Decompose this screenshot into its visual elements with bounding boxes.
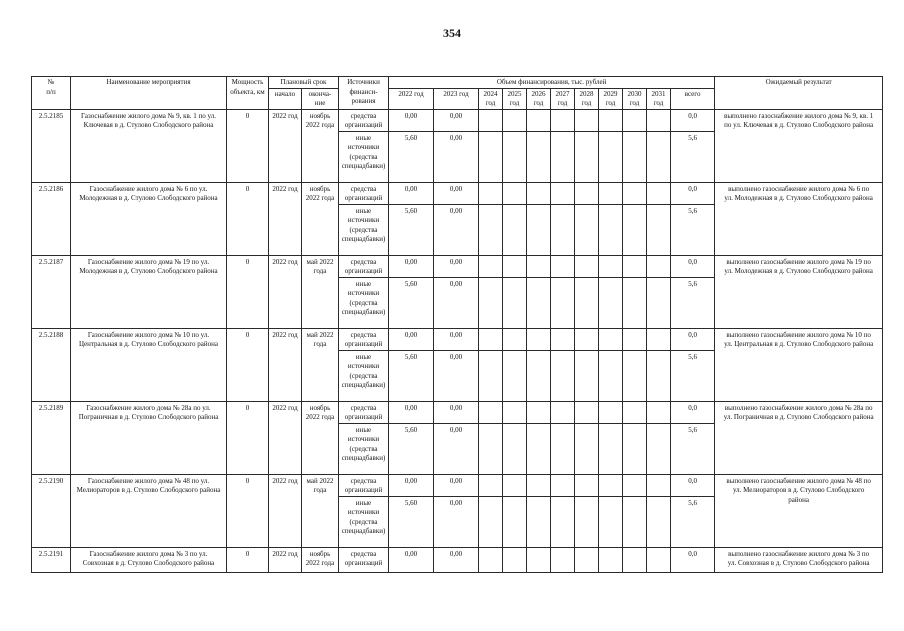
header-start: начало bbox=[269, 88, 302, 109]
funding-source: средства организаций bbox=[339, 547, 389, 572]
amount-2031-cell bbox=[647, 131, 671, 182]
header-year-2027: 2027 год bbox=[551, 88, 575, 109]
capacity-value: 0 bbox=[227, 401, 269, 474]
amount-total: 0,0 bbox=[671, 401, 715, 423]
item-name: Газоснабжение жилого дома № 28а по ул. Пограничная в д. Стулово Слободского района bbox=[71, 401, 227, 474]
amount-2031-cell bbox=[647, 109, 671, 131]
amount-2024-cell bbox=[479, 496, 503, 547]
amount-2030-cell bbox=[623, 255, 647, 277]
amount-2022-cell: 0,00 bbox=[389, 547, 434, 572]
funding-source: иные источники (средства спецнадбавки) bbox=[339, 350, 389, 401]
amount-2025-cell bbox=[503, 182, 527, 204]
amount-2029-cell bbox=[599, 131, 623, 182]
expected-result: выполнено газоснабжение жилого дома № 19 по ул. Молодежная в д. Стулово Слободского района bbox=[715, 255, 883, 328]
amount-2023-cell: 0,00 bbox=[434, 474, 479, 496]
funding-source: иные источники (средства спецнадбавки) bbox=[339, 204, 389, 255]
start-date: 2022 год bbox=[269, 401, 302, 474]
amount-2024-cell bbox=[479, 255, 503, 277]
amount-2030-cell bbox=[623, 350, 647, 401]
amount-2024-cell bbox=[479, 423, 503, 474]
item-name: Газоснабжение жилого дома № 10 по ул. Центральная в д. Стулово Слободского района bbox=[71, 328, 227, 401]
amount-2026-cell bbox=[527, 204, 551, 255]
start-date: 2022 год bbox=[269, 547, 302, 572]
item-number: 2.5.2191 bbox=[32, 547, 71, 572]
amount-2027-cell bbox=[551, 255, 575, 277]
expected-result: выполнено газоснабжение жилого дома № 48 по ул. Мелиораторов в д. Стулово Слободского района bbox=[715, 474, 883, 547]
header-financing: Объем финансирования, тыс. рублей bbox=[389, 77, 715, 89]
amount-2023-cell: 0,00 bbox=[434, 277, 479, 328]
table-row bbox=[32, 109, 883, 131]
amount-total: 0,0 bbox=[671, 547, 715, 572]
amount-2023-cell: 0,00 bbox=[434, 401, 479, 423]
amount-2026-cell bbox=[527, 423, 551, 474]
header-capacity: Мощность объекта, км bbox=[227, 77, 269, 110]
amount-2027-cell bbox=[551, 423, 575, 474]
amount-2022-cell: 0,00 bbox=[389, 328, 434, 350]
header-sources: Источники финанси- рования bbox=[339, 77, 389, 110]
amount-2029-cell bbox=[599, 423, 623, 474]
item-number: 2.5.2190 bbox=[32, 474, 71, 547]
amount-2023-cell: 0,00 bbox=[434, 350, 479, 401]
amount-total: 5,6 bbox=[671, 350, 715, 401]
table-row bbox=[32, 182, 883, 204]
amount-2022-cell: 0,00 bbox=[389, 474, 434, 496]
table-body bbox=[32, 109, 883, 572]
amount-total: 5,6 bbox=[671, 496, 715, 547]
amount-2028-cell bbox=[575, 423, 599, 474]
item-number: 2.5.2188 bbox=[32, 328, 71, 401]
amount-2023-cell: 0,00 bbox=[434, 204, 479, 255]
header-year-2028: 2028 год bbox=[575, 88, 599, 109]
amount-2028-cell bbox=[575, 255, 599, 277]
amount-2030-cell bbox=[623, 131, 647, 182]
amount-2026-cell bbox=[527, 547, 551, 572]
capacity-value: 0 bbox=[227, 474, 269, 547]
amount-2024-cell bbox=[479, 401, 503, 423]
amount-2026-cell bbox=[527, 109, 551, 131]
amount-2023-cell: 0,00 bbox=[434, 182, 479, 204]
amount-2027-cell bbox=[551, 547, 575, 572]
table-row bbox=[32, 328, 883, 350]
end-date: май 2022 года bbox=[302, 328, 339, 401]
amount-2026-cell bbox=[527, 401, 551, 423]
amount-2026-cell bbox=[527, 131, 551, 182]
capacity-value: 0 bbox=[227, 328, 269, 401]
amount-2028-cell bbox=[575, 109, 599, 131]
amount-2025-cell bbox=[503, 277, 527, 328]
amount-2025-cell bbox=[503, 474, 527, 496]
capacity-value: 0 bbox=[227, 255, 269, 328]
amount-2022-cell: 5,60 bbox=[389, 204, 434, 255]
amount-2029-cell bbox=[599, 496, 623, 547]
amount-2026-cell bbox=[527, 350, 551, 401]
amount-2028-cell bbox=[575, 182, 599, 204]
amount-2024-cell bbox=[479, 182, 503, 204]
capacity-value: 0 bbox=[227, 109, 269, 182]
header-year-2022: 2022 год bbox=[389, 88, 434, 109]
amount-2024-cell bbox=[479, 277, 503, 328]
header-year-2026: 2026 год bbox=[527, 88, 551, 109]
funding-source: средства организаций bbox=[339, 328, 389, 350]
amount-2027-cell bbox=[551, 131, 575, 182]
amount-total: 0,0 bbox=[671, 182, 715, 204]
amount-2025-cell bbox=[503, 423, 527, 474]
amount-2031-cell bbox=[647, 277, 671, 328]
amount-2031-cell bbox=[647, 350, 671, 401]
amount-2025-cell bbox=[503, 401, 527, 423]
amount-2027-cell bbox=[551, 401, 575, 423]
header-total: всего bbox=[671, 88, 715, 109]
financing-table bbox=[31, 76, 883, 573]
amount-2025-cell bbox=[503, 547, 527, 572]
table-header bbox=[32, 77, 883, 110]
header-year-2031: 2031 год bbox=[647, 88, 671, 109]
amount-2029-cell bbox=[599, 350, 623, 401]
amount-2023-cell: 0,00 bbox=[434, 328, 479, 350]
amount-total: 0,0 bbox=[671, 255, 715, 277]
amount-2031-cell bbox=[647, 423, 671, 474]
amount-2023-cell: 0,00 bbox=[434, 109, 479, 131]
amount-2022-cell: 5,60 bbox=[389, 277, 434, 328]
header-name: Наименование мероприятия bbox=[71, 77, 227, 110]
amount-2031-cell bbox=[647, 474, 671, 496]
amount-2022-cell: 0,00 bbox=[389, 255, 434, 277]
capacity-value: 0 bbox=[227, 182, 269, 255]
item-name: Газоснабжение жилого дома № 19 по ул. Молодежная в д. Стулово Слободского района bbox=[71, 255, 227, 328]
amount-2024-cell bbox=[479, 131, 503, 182]
start-date: 2022 год bbox=[269, 474, 302, 547]
capacity-value: 0 bbox=[227, 547, 269, 572]
amount-2028-cell bbox=[575, 401, 599, 423]
header-year-2029: 2029 год bbox=[599, 88, 623, 109]
amount-2031-cell bbox=[647, 328, 671, 350]
amount-2022-cell: 0,00 bbox=[389, 182, 434, 204]
amount-2023-cell: 0,00 bbox=[434, 255, 479, 277]
amount-2022-cell: 0,00 bbox=[389, 401, 434, 423]
header-year-2024: 2024 год bbox=[479, 88, 503, 109]
funding-source: иные источники (средства спецнадбавки) bbox=[339, 131, 389, 182]
table-row bbox=[32, 547, 883, 572]
header-year-2030: 2030 год bbox=[623, 88, 647, 109]
page-number: 354 bbox=[443, 26, 461, 40]
amount-2030-cell bbox=[623, 182, 647, 204]
amount-2029-cell bbox=[599, 182, 623, 204]
expected-result: выполнено газоснабжение жилого дома № 10 по ул. Центральная в д. Стулово Слободского района bbox=[715, 328, 883, 401]
amount-2031-cell bbox=[647, 182, 671, 204]
amount-2027-cell bbox=[551, 496, 575, 547]
end-date: ноябрь 2022 года bbox=[302, 109, 339, 182]
amount-2025-cell bbox=[503, 131, 527, 182]
amount-2028-cell bbox=[575, 277, 599, 328]
amount-2029-cell bbox=[599, 255, 623, 277]
amount-2030-cell bbox=[623, 547, 647, 572]
funding-source: иные источники (средства спецнадбавки) bbox=[339, 423, 389, 474]
item-name: Газоснабжение жилого дома № 48 по ул. Мелиораторов в д. Стулово Слободского района bbox=[71, 474, 227, 547]
amount-2025-cell bbox=[503, 204, 527, 255]
amount-2024-cell bbox=[479, 328, 503, 350]
amount-total: 5,6 bbox=[671, 277, 715, 328]
amount-2029-cell bbox=[599, 204, 623, 255]
amount-2027-cell bbox=[551, 204, 575, 255]
amount-2028-cell bbox=[575, 204, 599, 255]
item-name: Газоснабжение жилого дома № 6 по ул. Молодежная в д. Стулово Слободского района bbox=[71, 182, 227, 255]
amount-2022-cell: 5,60 bbox=[389, 131, 434, 182]
start-date: 2022 год bbox=[269, 328, 302, 401]
end-date: ноябрь 2022 года bbox=[302, 401, 339, 474]
expected-result: выполнено газоснабжение жилого дома № 6 по ул. Молодежная в д. Стулово Слободского района bbox=[715, 182, 883, 255]
table-row bbox=[32, 255, 883, 277]
amount-2029-cell bbox=[599, 328, 623, 350]
amount-2031-cell bbox=[647, 204, 671, 255]
amount-total: 0,0 bbox=[671, 109, 715, 131]
funding-source: средства организаций bbox=[339, 109, 389, 131]
funding-source: средства организаций bbox=[339, 182, 389, 204]
amount-2024-cell bbox=[479, 474, 503, 496]
item-number: 2.5.2186 bbox=[32, 182, 71, 255]
expected-result: выполнено газоснабжение жилого дома № 28а по ул. Пограничная в д. Стулово Слободского района bbox=[715, 401, 883, 474]
amount-2027-cell bbox=[551, 109, 575, 131]
item-name: Газоснабжение жилого дома № 3 по ул. Совхозная в д. Стулово Слободского района bbox=[71, 547, 227, 572]
amount-2026-cell bbox=[527, 182, 551, 204]
amount-2028-cell bbox=[575, 328, 599, 350]
end-date: ноябрь 2022 года bbox=[302, 547, 339, 572]
amount-2022-cell: 5,60 bbox=[389, 423, 434, 474]
amount-2023-cell: 0,00 bbox=[434, 496, 479, 547]
amount-2025-cell bbox=[503, 109, 527, 131]
item-number: 2.5.2187 bbox=[32, 255, 71, 328]
amount-2027-cell bbox=[551, 182, 575, 204]
table-row bbox=[32, 474, 883, 496]
funding-source: иные источники (средства спецнадбавки) bbox=[339, 496, 389, 547]
start-date: 2022 год bbox=[269, 109, 302, 182]
amount-2029-cell bbox=[599, 547, 623, 572]
item-name: Газоснабжение жилого дома № 9, кв. 1 по ул. Ключевая в д. Стулово Слободского района bbox=[71, 109, 227, 182]
amount-2025-cell bbox=[503, 255, 527, 277]
amount-2031-cell bbox=[647, 255, 671, 277]
funding-source: средства организаций bbox=[339, 255, 389, 277]
amount-total: 5,6 bbox=[671, 204, 715, 255]
item-number: 2.5.2189 bbox=[32, 401, 71, 474]
header-end: оконча- ние bbox=[302, 88, 339, 109]
amount-2029-cell bbox=[599, 109, 623, 131]
amount-2026-cell bbox=[527, 496, 551, 547]
amount-2027-cell bbox=[551, 474, 575, 496]
table-row bbox=[32, 401, 883, 423]
amount-2030-cell bbox=[623, 109, 647, 131]
amount-2025-cell bbox=[503, 328, 527, 350]
amount-2029-cell bbox=[599, 277, 623, 328]
amount-2027-cell bbox=[551, 350, 575, 401]
amount-2031-cell bbox=[647, 401, 671, 423]
header-number: № п/п bbox=[32, 77, 71, 110]
amount-2026-cell bbox=[527, 277, 551, 328]
amount-2023-cell: 0,00 bbox=[434, 423, 479, 474]
amount-2025-cell bbox=[503, 496, 527, 547]
amount-2023-cell: 0,00 bbox=[434, 131, 479, 182]
amount-2024-cell bbox=[479, 204, 503, 255]
amount-2030-cell bbox=[623, 277, 647, 328]
end-date: май 2022 года bbox=[302, 255, 339, 328]
amount-2030-cell bbox=[623, 423, 647, 474]
amount-2022-cell: 0,00 bbox=[389, 109, 434, 131]
start-date: 2022 год bbox=[269, 182, 302, 255]
amount-2024-cell bbox=[479, 109, 503, 131]
header-year-2025: 2025 год bbox=[503, 88, 527, 109]
amount-2030-cell bbox=[623, 401, 647, 423]
header-planned-term: Плановый срок bbox=[269, 77, 339, 89]
funding-source: средства организаций bbox=[339, 474, 389, 496]
amount-total: 5,6 bbox=[671, 131, 715, 182]
amount-2027-cell bbox=[551, 328, 575, 350]
amount-2024-cell bbox=[479, 547, 503, 572]
amount-total: 5,6 bbox=[671, 423, 715, 474]
amount-2022-cell: 5,60 bbox=[389, 496, 434, 547]
amount-total: 0,0 bbox=[671, 328, 715, 350]
amount-2030-cell bbox=[623, 204, 647, 255]
end-date: май 2022 года bbox=[302, 474, 339, 547]
amount-2028-cell bbox=[575, 474, 599, 496]
item-number: 2.5.2185 bbox=[32, 109, 71, 182]
amount-2028-cell bbox=[575, 350, 599, 401]
header-row bbox=[32, 77, 883, 89]
amount-2030-cell bbox=[623, 474, 647, 496]
amount-2025-cell bbox=[503, 350, 527, 401]
amount-2026-cell bbox=[527, 255, 551, 277]
expected-result: выполнено газоснабжение жилого дома № 9, кв. 1 по ул. Ключевая в д. Стулово Слободского района bbox=[715, 109, 883, 182]
amount-total: 0,0 bbox=[671, 474, 715, 496]
header-result: Ожидаемый результат bbox=[715, 77, 883, 110]
amount-2028-cell bbox=[575, 547, 599, 572]
start-date: 2022 год bbox=[269, 255, 302, 328]
header-year-2023: 2023 год bbox=[434, 88, 479, 109]
expected-result: выполнено газоснабжение жилого дома № 3 по ул. Совхозная в д. Стулово Слободского района bbox=[715, 547, 883, 572]
amount-2024-cell bbox=[479, 350, 503, 401]
amount-2029-cell bbox=[599, 401, 623, 423]
end-date: ноябрь 2022 года bbox=[302, 182, 339, 255]
funding-source: средства организаций bbox=[339, 401, 389, 423]
amount-2027-cell bbox=[551, 277, 575, 328]
amount-2026-cell bbox=[527, 474, 551, 496]
amount-2031-cell bbox=[647, 547, 671, 572]
amount-2030-cell bbox=[623, 496, 647, 547]
funding-source: иные источники (средства спецнадбавки) bbox=[339, 277, 389, 328]
amount-2031-cell bbox=[647, 496, 671, 547]
amount-2028-cell bbox=[575, 131, 599, 182]
amount-2022-cell: 5,60 bbox=[389, 350, 434, 401]
amount-2026-cell bbox=[527, 328, 551, 350]
amount-2023-cell: 0,00 bbox=[434, 547, 479, 572]
amount-2030-cell bbox=[623, 328, 647, 350]
amount-2028-cell bbox=[575, 496, 599, 547]
amount-2029-cell bbox=[599, 474, 623, 496]
